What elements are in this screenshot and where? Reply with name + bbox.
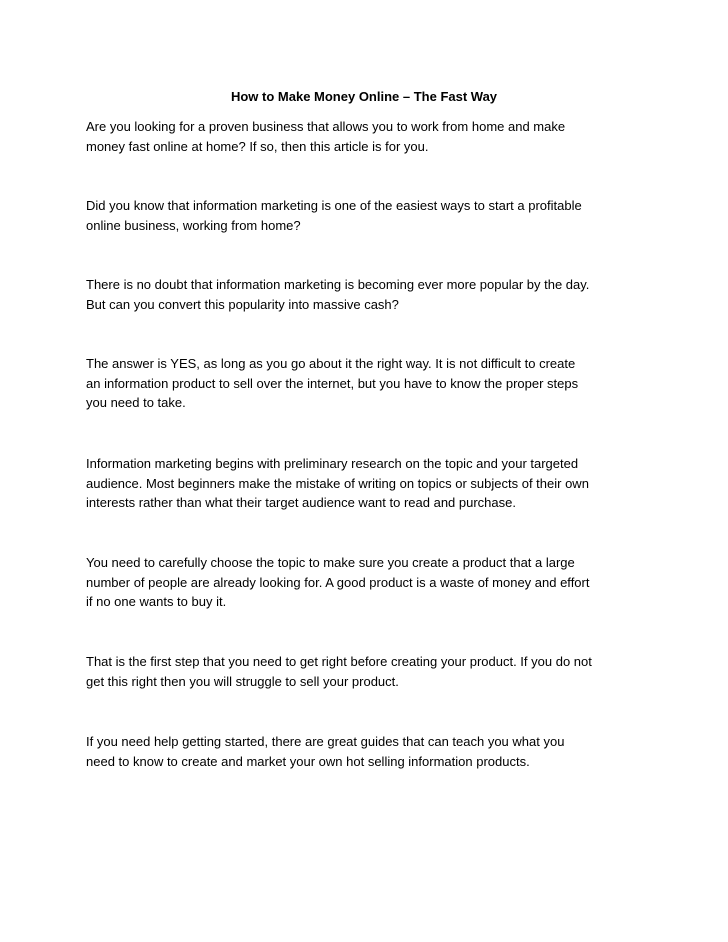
- document-title: How to Make Money Online – The Fast Way: [230, 89, 498, 104]
- paragraph-first-step: That is the first step that you need to get right before creating your product. If you do not get this right then you will struggle to sell your product.: [86, 654, 592, 689]
- paragraph-choose-topic: You need to carefully choose the topic to make sure you create a product that a large number of people are already looking for. A good product is a waste of money and effort if no one wants to buy it.: [86, 555, 590, 609]
- paragraph-intro: Are you looking for a proven business that allows you to work from home and make money fast online at home? If so, then this article is for you.: [86, 119, 566, 154]
- paragraph-answer: The answer is YES, as long as you go about it the right way. It is not difficult to create an information product to sell over the internet, but you have to know the proper steps you need to take.: [86, 356, 579, 410]
- paragraph-help: If you need help getting started, there are great guides that can teach you what you need to know to create and market your own hot selling information products.: [86, 734, 565, 769]
- paragraph-research: Information marketing begins with preliminary research on the topic and your targeted audience. Most beginners make the mistake of writing on topics or subjects of their own interests rather than what their target audience want to read and purchase.: [86, 456, 589, 510]
- paragraph-popularity: There is no doubt that information marketing is becoming ever more popular by the day. But can you convert this popularity into massive cash?: [86, 277, 590, 312]
- paragraph-information-marketing: Did you know that information marketing is one of the easiest ways to start a profitable online business, working from home?: [86, 198, 582, 233]
